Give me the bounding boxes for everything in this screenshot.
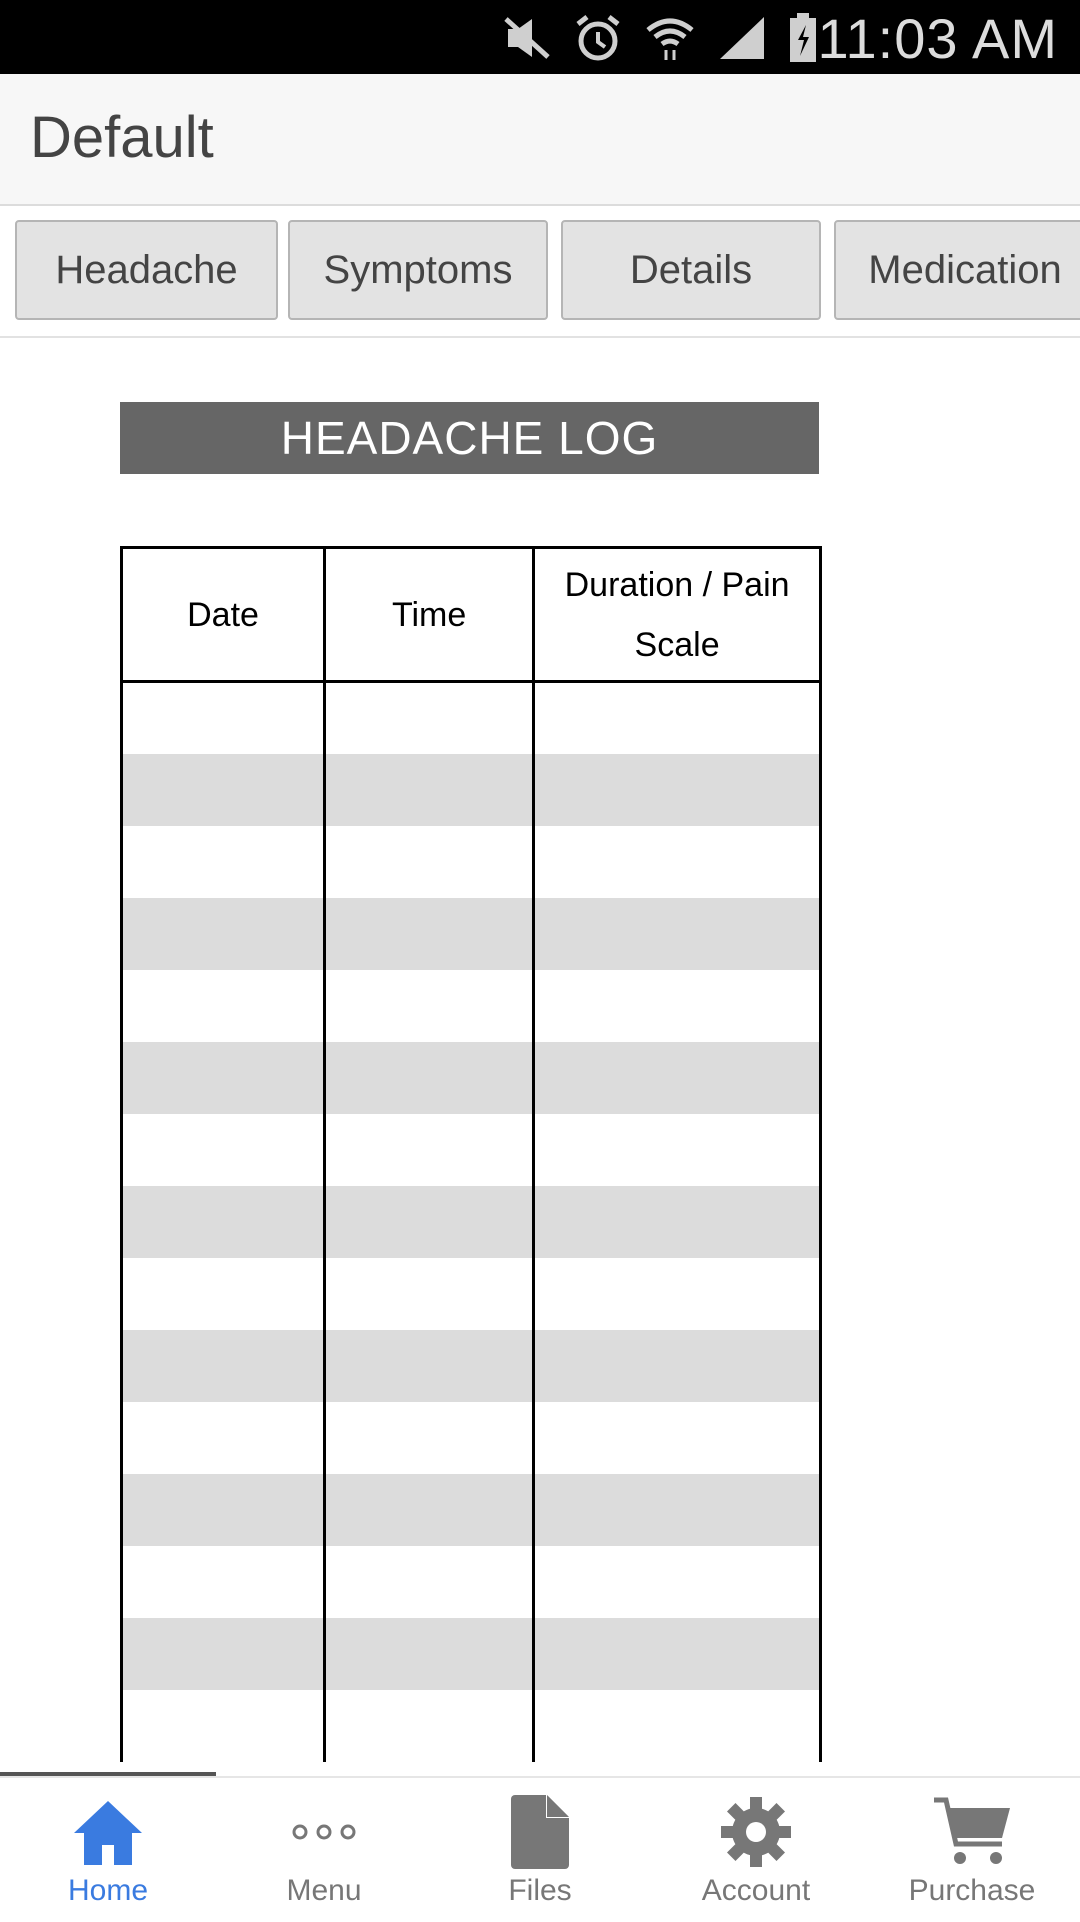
time-cell[interactable] (325, 1186, 534, 1258)
status-icons (502, 10, 818, 66)
table-row[interactable] (122, 1330, 821, 1402)
file-icon (509, 1792, 571, 1872)
date-cell[interactable] (122, 754, 325, 826)
duration-pain-cell[interactable] (534, 1474, 821, 1546)
tab-details[interactable]: Details (561, 220, 821, 320)
alarm-icon (574, 14, 622, 62)
table-body (122, 682, 821, 1762)
time-cell[interactable] (325, 1114, 534, 1186)
duration-pain-cell[interactable] (534, 682, 821, 754)
duration-pain-cell[interactable] (534, 1258, 821, 1330)
duration-pain-cell[interactable] (534, 826, 821, 898)
date-cell[interactable] (122, 826, 325, 898)
tab-headache[interactable]: Headache (15, 220, 278, 320)
duration-pain-cell[interactable] (534, 970, 821, 1042)
cart-icon (932, 1792, 1012, 1872)
status-bar (0, 0, 1080, 74)
date-cell[interactable] (122, 970, 325, 1042)
table-row[interactable] (122, 1402, 821, 1474)
table-row[interactable] (122, 1618, 821, 1690)
table-row[interactable] (122, 1186, 821, 1258)
app-header (0, 74, 1080, 206)
time-cell[interactable] (325, 1042, 534, 1114)
table-row[interactable] (122, 1114, 821, 1186)
table-row[interactable] (122, 1474, 821, 1546)
nav-purchase[interactable] (864, 1778, 1080, 1922)
log-banner: HEADACHE LOG (120, 402, 819, 474)
date-cell[interactable] (122, 1546, 325, 1618)
duration-pain-cell[interactable] (534, 1042, 821, 1114)
column-header-date: Date (122, 548, 325, 682)
home-icon (72, 1792, 144, 1872)
duration-pain-cell[interactable] (534, 1186, 821, 1258)
gear-icon (719, 1792, 793, 1872)
duration-pain-cell[interactable] (534, 1330, 821, 1402)
duration-pain-cell[interactable] (534, 1114, 821, 1186)
time-cell[interactable] (325, 754, 534, 826)
time-cell[interactable] (325, 1474, 534, 1546)
nav-menu[interactable] (216, 1778, 432, 1922)
date-cell[interactable] (122, 898, 325, 970)
table-row[interactable] (122, 1546, 821, 1618)
more-horizontal-icon (292, 1792, 356, 1872)
nav-home[interactable] (0, 1778, 216, 1922)
time-cell[interactable] (325, 1618, 534, 1690)
time-cell[interactable] (325, 1402, 534, 1474)
table-row[interactable] (122, 1690, 821, 1762)
signal-icon (718, 15, 766, 61)
table-row[interactable] (122, 826, 821, 898)
column-header-duration-pain-scale: Duration / Pain Scale (534, 548, 821, 682)
column-header-time: Time (325, 548, 534, 682)
duration-pain-cell[interactable] (534, 754, 821, 826)
date-cell[interactable] (122, 1690, 325, 1762)
nav-home-label: Home (67, 1874, 149, 1907)
table-row[interactable] (122, 898, 821, 970)
duration-pain-cell[interactable] (534, 1402, 821, 1474)
duration-pain-cell[interactable] (534, 898, 821, 970)
date-cell[interactable] (122, 1618, 325, 1690)
table-row[interactable] (122, 1258, 821, 1330)
table-row[interactable] (122, 970, 821, 1042)
date-cell[interactable] (122, 1042, 325, 1114)
date-cell[interactable] (122, 1474, 325, 1546)
time-cell[interactable] (325, 682, 534, 754)
time-cell[interactable] (325, 1546, 534, 1618)
time-cell[interactable] (325, 1330, 534, 1402)
battery-icon (788, 13, 818, 63)
date-cell[interactable] (122, 1330, 325, 1402)
date-cell[interactable] (122, 1186, 325, 1258)
nav-account[interactable] (648, 1778, 864, 1922)
status-time: 11:03 AM (817, 7, 1058, 70)
table-row[interactable] (122, 682, 821, 754)
headache-log-table (120, 546, 822, 1762)
date-cell[interactable] (122, 1114, 325, 1186)
log-content[interactable] (0, 340, 1080, 1772)
nav-purchase-label: Purchase (908, 1874, 1036, 1907)
nav-files-label: Files (508, 1874, 572, 1907)
nav-menu-label: Menu (286, 1874, 362, 1907)
tab-medication[interactable]: Medication (834, 220, 1080, 320)
wifi-icon (644, 14, 696, 62)
duration-pain-cell[interactable] (534, 1546, 821, 1618)
duration-pain-cell[interactable] (534, 1690, 821, 1762)
date-cell[interactable] (122, 682, 325, 754)
time-cell[interactable] (325, 970, 534, 1042)
time-cell[interactable] (325, 898, 534, 970)
page-title: Default (30, 105, 214, 170)
table-row[interactable] (122, 1042, 821, 1114)
mute-icon (502, 15, 552, 61)
nav-files[interactable] (432, 1778, 648, 1922)
table-header-row (122, 548, 821, 682)
bottom-nav (0, 1776, 1080, 1920)
tab-bar[interactable] (0, 206, 1080, 338)
duration-pain-cell[interactable] (534, 1618, 821, 1690)
date-cell[interactable] (122, 1258, 325, 1330)
table-row[interactable] (122, 754, 821, 826)
date-cell[interactable] (122, 1402, 325, 1474)
time-cell[interactable] (325, 1690, 534, 1762)
time-cell[interactable] (325, 826, 534, 898)
tab-symptoms[interactable]: Symptoms (288, 220, 548, 320)
nav-account-label: Account (701, 1874, 811, 1907)
time-cell[interactable] (325, 1258, 534, 1330)
